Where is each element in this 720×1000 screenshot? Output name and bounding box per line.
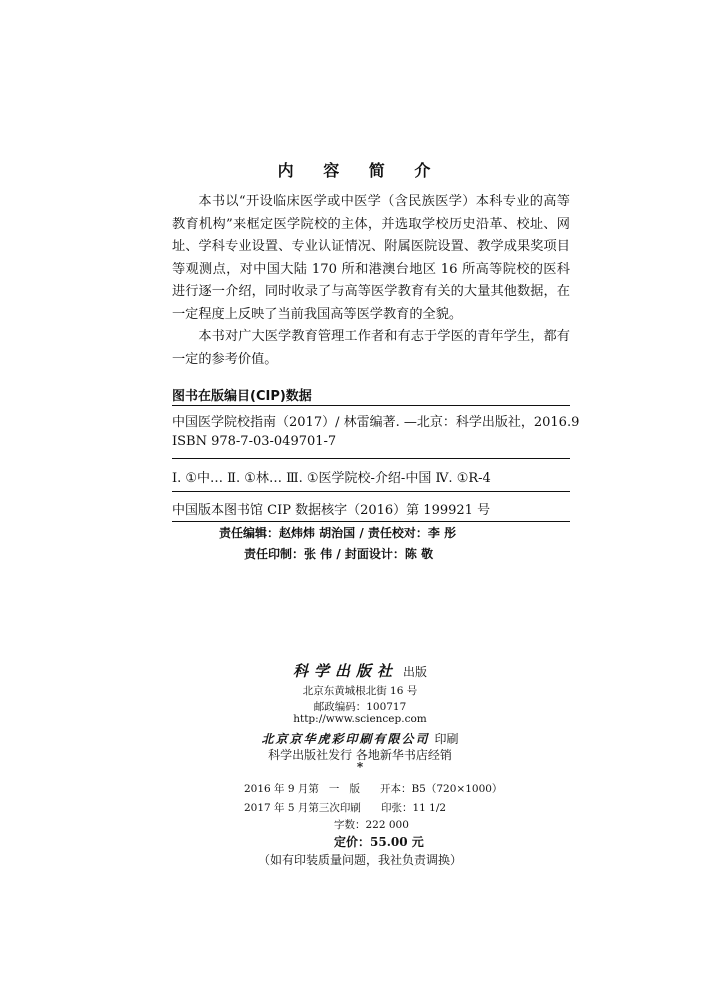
cip-isbn: ISBN 978-7-03-049701-7 xyxy=(172,434,337,449)
cip-title-line: 中国医学院校指南（2017）/ 林雷编著. —北京：科学出版社，2016.9 xyxy=(172,415,580,430)
publisher-website: http://www.sciencep.com xyxy=(293,713,427,725)
cip-heading: 图书在版编目(CIP)数据 xyxy=(172,389,312,404)
edition-first: 2016 年 9 月第 一 版 开本：B5（720×1000） xyxy=(244,783,503,795)
edition-third-printing: 2017 年 5 月第三次印刷 印张：11 1/2 xyxy=(244,802,447,814)
publisher-address: 北京东黄城根北街 16 号 xyxy=(302,685,418,697)
credits-editors: 责任编辑：赵炜炜 胡治国 / 责任校对：李 彤 xyxy=(219,526,457,540)
summary-heading: 内 容 简 介 xyxy=(277,161,443,180)
credits-production: 责任印制：张 伟 / 封面设计：陈 敬 xyxy=(244,547,434,561)
cip-top-rule xyxy=(172,405,570,406)
publisher-suffix: 出版 xyxy=(403,665,428,679)
summary-body xyxy=(172,191,570,371)
quality-notice: （如有印装质量问题，我社负责调换） xyxy=(257,853,462,867)
price: 定价：55.00 元 xyxy=(334,835,424,849)
publisher-name-calligraphy: 科学出版社 xyxy=(292,662,398,680)
cip-catalog-number: 中国版本图书馆 CIP 数据核字（2016）第 199921 号 xyxy=(172,503,491,518)
printer-line xyxy=(0,728,720,747)
publisher-postcode: 邮政编码：100717 xyxy=(313,701,407,713)
cip-classification: Ⅰ. ①中… Ⅱ. ①林… Ⅲ. ①医学院校-介绍-中国 Ⅳ. ①R-4 xyxy=(172,471,491,486)
separator-star: * xyxy=(356,760,364,774)
summary-paragraph-2: 本书对广大医学教育管理工作者和有志于学医的青年学生，都有一定的参考价值。 xyxy=(172,329,570,367)
word-count: 字数：222 000 xyxy=(334,819,409,831)
summary-paragraph-1: 本书以“开设临床医学或中医学（含民族医学）本科专业的高等教育机构”来框定医学院校的主体，并选取学校历史沿革、校址、网址、学科专业设置、专业认证情况、附属医院设置、教学成果奖项目等观测点，对中国大陆 170 所和港澳台地区 16 所高等院校的医科进行逐一介绍，同时收录了与高等医学教育有关的大量其他数据，在一定程度上反映了当前我国高等医学教育的全貌。 xyxy=(172,194,570,322)
distribution-line: 科学出版社发行 各地新华书店经销 xyxy=(268,748,452,762)
printer-suffix: 印刷 xyxy=(434,732,459,746)
printer-name: 北京京华虎彩印刷有限公司 xyxy=(261,732,430,746)
cip-bottom-rule xyxy=(172,521,570,522)
cip-lower-rule xyxy=(172,491,570,492)
publisher-line xyxy=(0,660,720,681)
cip-middle-rule xyxy=(172,458,570,459)
